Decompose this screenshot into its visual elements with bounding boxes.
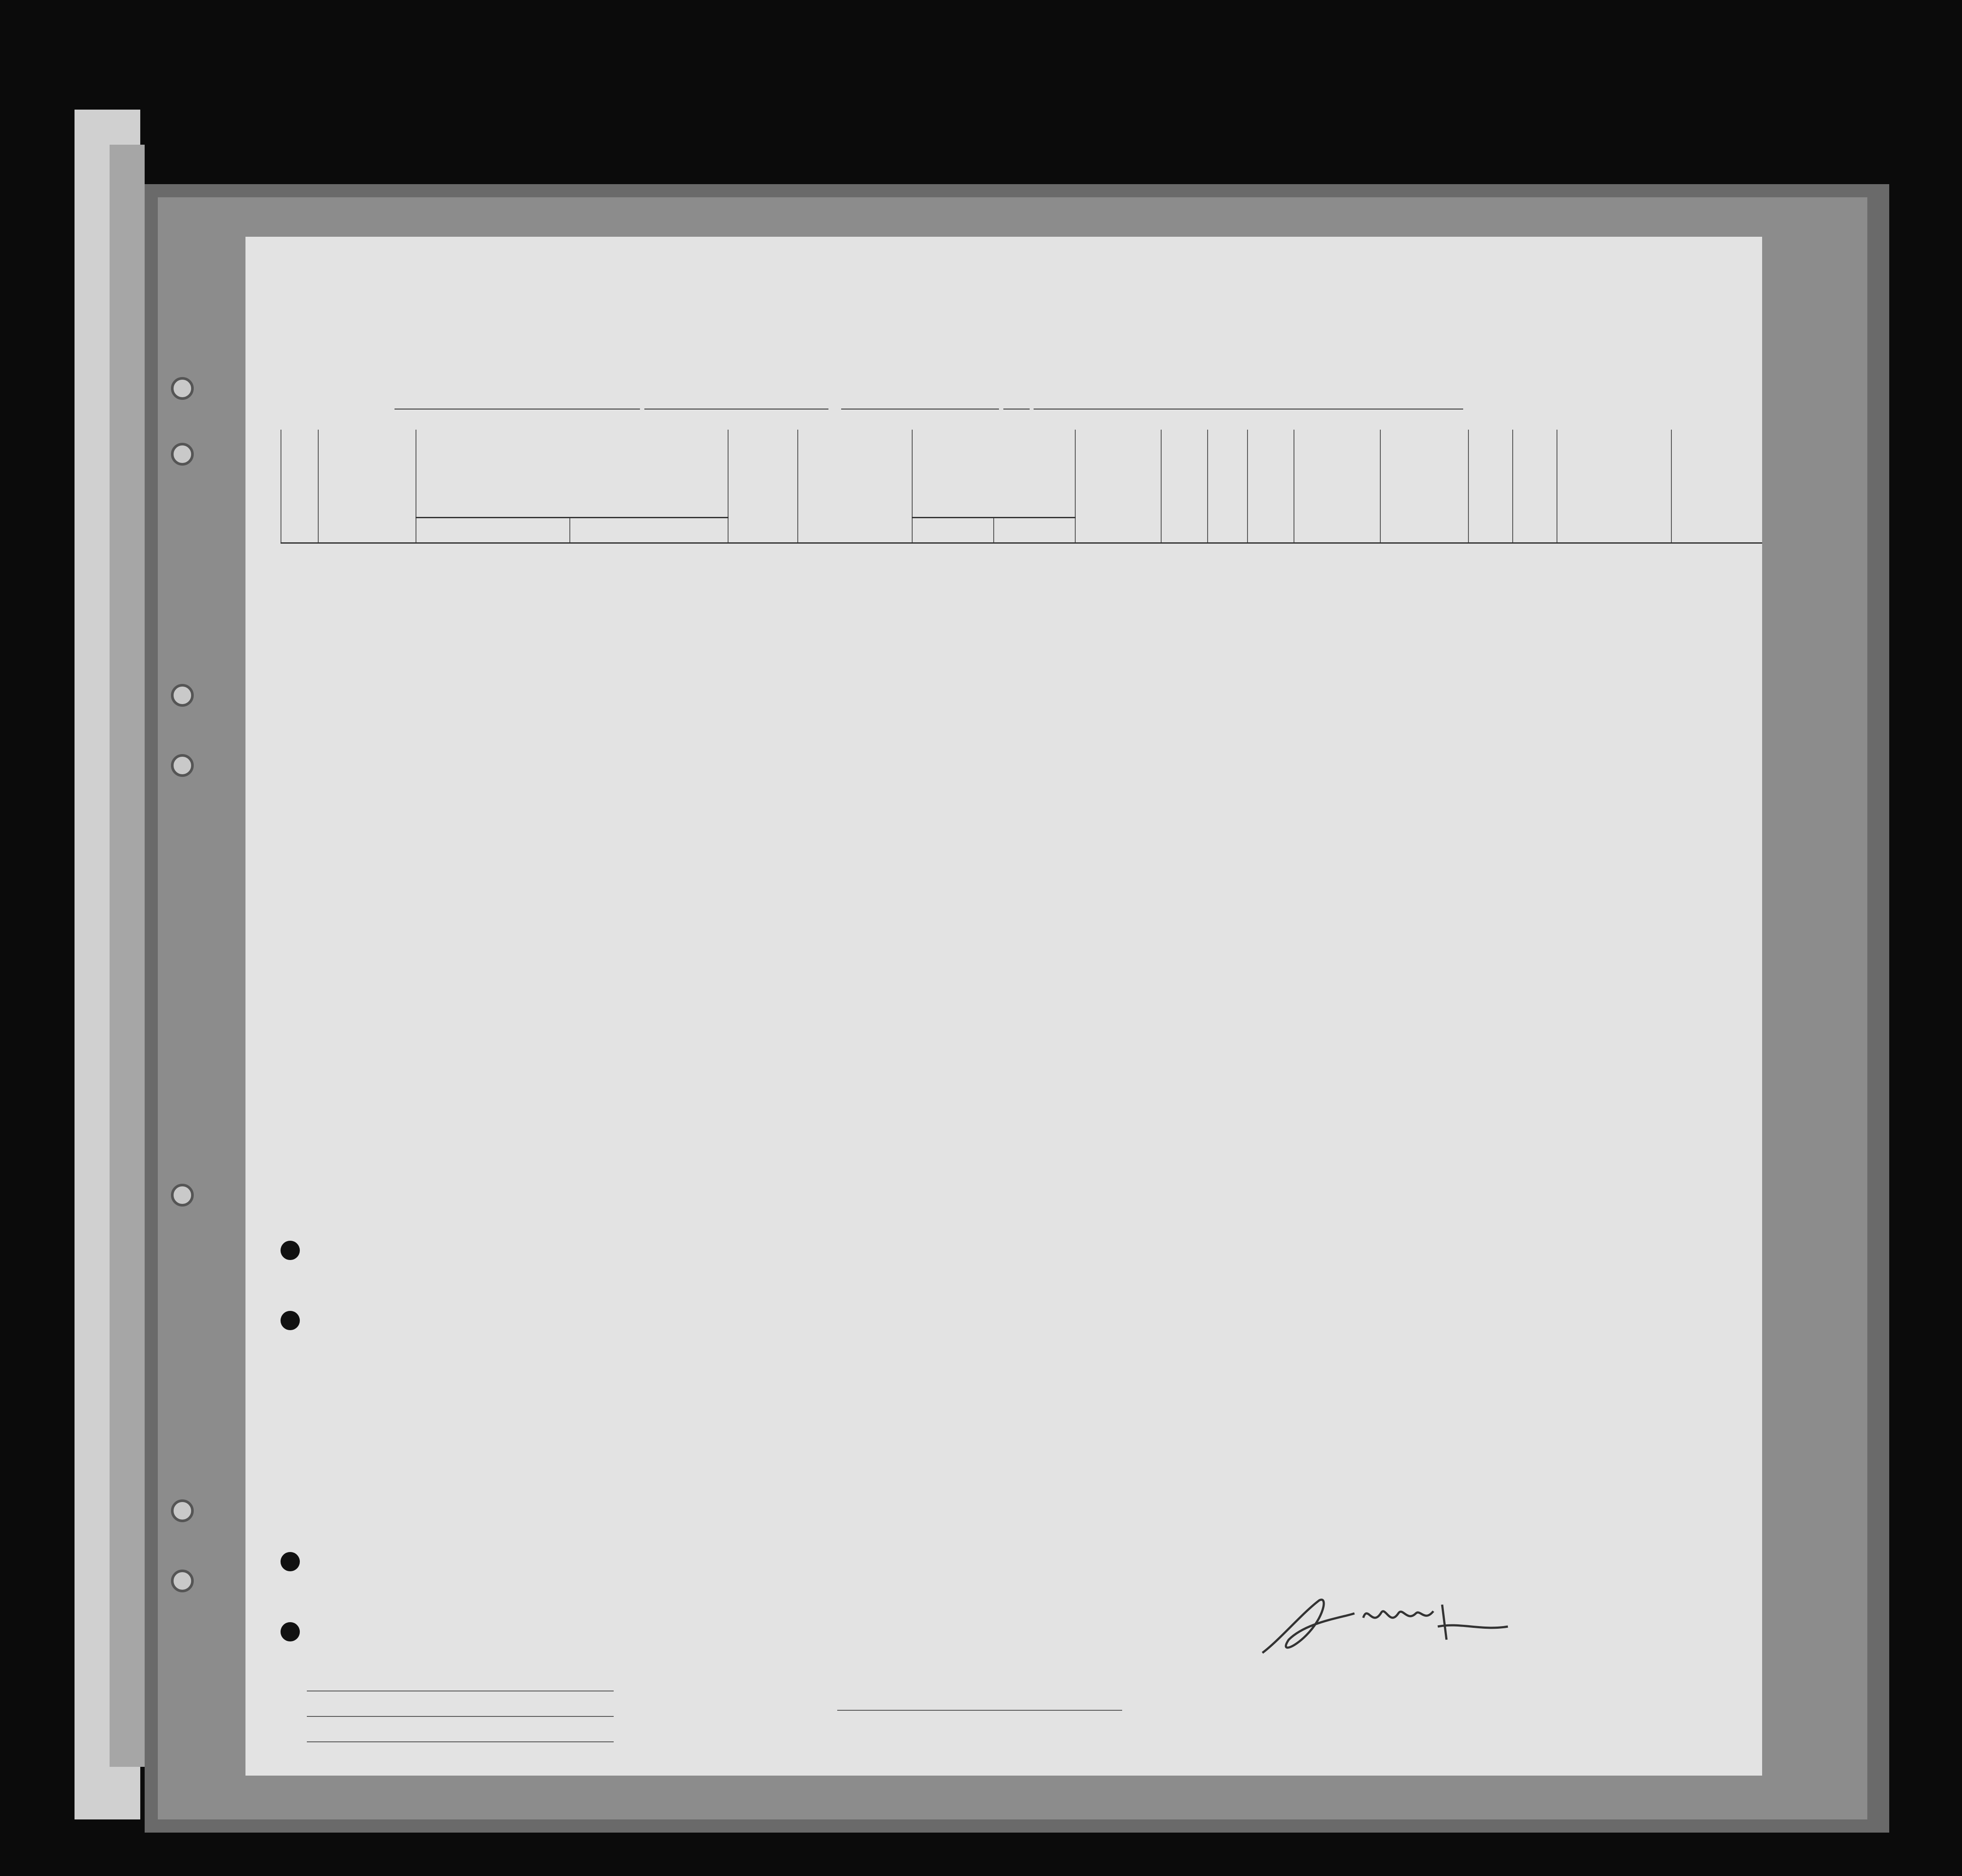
manifest-sheet — [245, 237, 1762, 1776]
table-header — [281, 430, 1762, 543]
col-header-shipped — [912, 430, 1075, 517]
vessel-line — [395, 395, 1753, 414]
crew-table — [281, 430, 1762, 544]
col-header-race — [1294, 430, 1380, 543]
binder-ring-icon — [171, 443, 194, 466]
agents-field — [307, 1717, 614, 1742]
inspector-signature — [1254, 1587, 1517, 1662]
binder-ring-icon — [171, 1570, 194, 1592]
col-header-height — [1468, 430, 1513, 543]
col-header-service — [728, 430, 798, 543]
col-header-remarks — [1671, 430, 1762, 543]
punch-hole-icon — [281, 1622, 300, 1641]
col-header-where — [994, 517, 1075, 543]
binder-ring-icon — [171, 1499, 194, 1522]
punch-hole-icon — [281, 1241, 300, 1260]
col-header-no — [281, 430, 318, 543]
col-header-family-name — [416, 517, 570, 543]
col-header-last-voyage — [318, 430, 416, 543]
footer-fields — [307, 1666, 614, 1742]
col-header-position — [798, 430, 912, 543]
col-header-nationality — [1380, 430, 1469, 543]
col-header-name — [416, 430, 728, 517]
punch-hole-icon — [281, 1552, 300, 1571]
page-edge-strip-shadow — [110, 145, 145, 1767]
crew-table-wrapper — [281, 430, 1762, 544]
col-header-when — [912, 517, 994, 543]
col-header-given-name — [570, 517, 728, 543]
inspector-label — [837, 1710, 1122, 1713]
binder-ring-icon — [171, 377, 194, 400]
col-header-age — [1208, 430, 1247, 543]
owners-field — [307, 1691, 614, 1717]
col-header-sex — [1248, 430, 1294, 543]
col-header-read — [1161, 430, 1208, 543]
binder-ring-icon — [171, 684, 194, 707]
col-header-paid-off — [1075, 430, 1162, 543]
binder-ring-icon — [171, 754, 194, 777]
punch-hole-icon — [281, 1311, 300, 1330]
sheet-number — [1688, 263, 1696, 307]
binder-ring-icon — [171, 1184, 194, 1207]
col-header-marks — [1557, 430, 1671, 543]
line-field — [307, 1666, 614, 1691]
col-header-weight — [1513, 430, 1557, 543]
